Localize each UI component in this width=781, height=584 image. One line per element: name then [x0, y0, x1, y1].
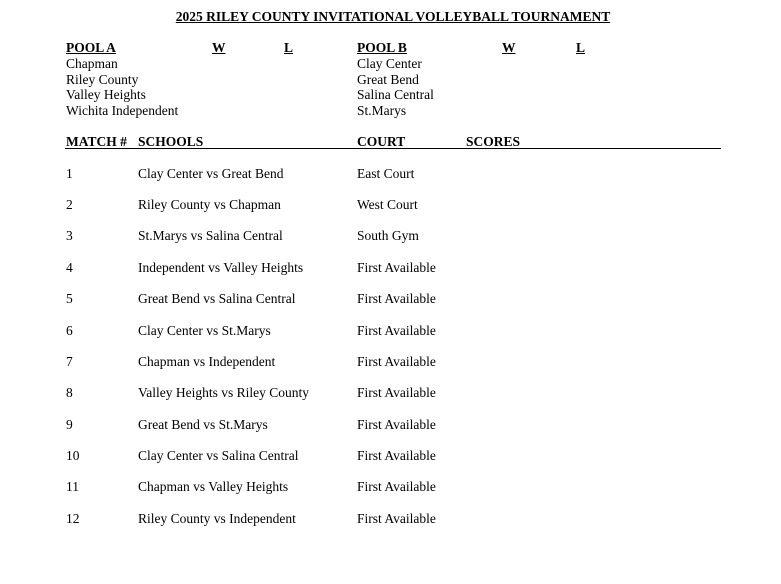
match-number: 4	[66, 260, 73, 275]
match-schools: Clay Center vs St.Marys	[138, 323, 271, 338]
match-court: First Available	[357, 417, 436, 432]
match-schools: St.Marys vs Salina Central	[138, 228, 283, 243]
match-number: 9	[66, 417, 73, 432]
match-court: First Available	[357, 323, 436, 338]
match-number: 2	[66, 197, 73, 212]
match-court: First Available	[357, 354, 436, 369]
pool-a-team-list	[66, 56, 178, 118]
pool-a-team: Riley County	[66, 71, 139, 87]
match-schools: Great Bend vs Salina Central	[138, 291, 296, 306]
match-schools: Riley County vs Chapman	[138, 197, 281, 212]
match-number: 7	[66, 354, 73, 369]
pool-b-wins-header: W	[502, 40, 516, 55]
pool-a-team: Wichita Independent	[66, 102, 179, 118]
pool-b-team: Clay Center	[357, 56, 422, 71]
match-number: 12	[66, 511, 80, 526]
pool-b-team: St.Marys	[357, 102, 407, 118]
match-schools: Chapman vs Valley Heights	[138, 479, 289, 494]
table-row	[0, 385, 781, 403]
match-court: First Available	[357, 448, 436, 463]
pool-a-losses-header: L	[284, 40, 294, 55]
pool-a-team: Valley Heights	[66, 87, 146, 102]
match-number: 8	[66, 385, 73, 400]
table-row	[0, 323, 781, 341]
page-title: 2025 RILEY COUNTY INVITATIONAL VOLLEYBALL TOURNAMENT	[175, 9, 611, 24]
match-number: 11	[66, 479, 79, 494]
match-number: 5	[66, 291, 73, 306]
pool-b-header: POOL B	[357, 40, 407, 55]
pool-b-team: Salina Central	[357, 87, 434, 102]
match-court: First Available	[357, 385, 436, 400]
table-row	[0, 417, 781, 435]
match-court: First Available	[357, 511, 436, 526]
table-row	[0, 228, 781, 246]
match-number-header: MATCH #	[66, 134, 127, 149]
table-row	[0, 197, 781, 215]
table-row	[0, 260, 781, 278]
match-schools: Clay Center vs Great Bend	[138, 166, 284, 181]
match-court: First Available	[357, 479, 436, 494]
scores-header: SCORES	[466, 134, 521, 149]
pool-b-team-list	[357, 56, 434, 118]
match-number: 3	[66, 228, 73, 243]
match-court: First Available	[357, 291, 436, 306]
pool-a-team: Chapman	[66, 56, 118, 71]
table-row	[0, 291, 781, 309]
table-row	[0, 448, 781, 466]
table-row	[0, 511, 781, 529]
table-row	[0, 166, 781, 184]
schools-header: SCHOOLS	[138, 134, 204, 149]
match-schools: Independent vs Valley Heights	[138, 260, 304, 275]
match-schools: Great Bend vs St.Marys	[138, 417, 268, 432]
match-court: South Gym	[357, 228, 419, 243]
pool-b-losses-header: L	[576, 40, 586, 55]
match-number: 6	[66, 323, 73, 338]
match-number: 1	[66, 166, 73, 181]
pool-a-header: POOL A	[66, 40, 116, 55]
match-schools: Clay Center vs Salina Central	[138, 448, 299, 463]
match-schools: Valley Heights vs Riley County	[138, 385, 309, 400]
header-divider	[65, 148, 721, 149]
pool-b-team: Great Bend	[357, 71, 419, 87]
match-court: West Court	[357, 197, 418, 212]
table-row	[0, 354, 781, 372]
match-court: First Available	[357, 260, 436, 275]
match-schools: Riley County vs Independent	[138, 511, 296, 526]
court-header: COURT	[357, 134, 406, 149]
match-number: 10	[66, 448, 80, 463]
match-schools: Chapman vs Independent	[138, 354, 276, 369]
match-court: East Court	[357, 166, 415, 181]
pool-a-wins-header: W	[212, 40, 226, 55]
table-row	[0, 479, 781, 497]
